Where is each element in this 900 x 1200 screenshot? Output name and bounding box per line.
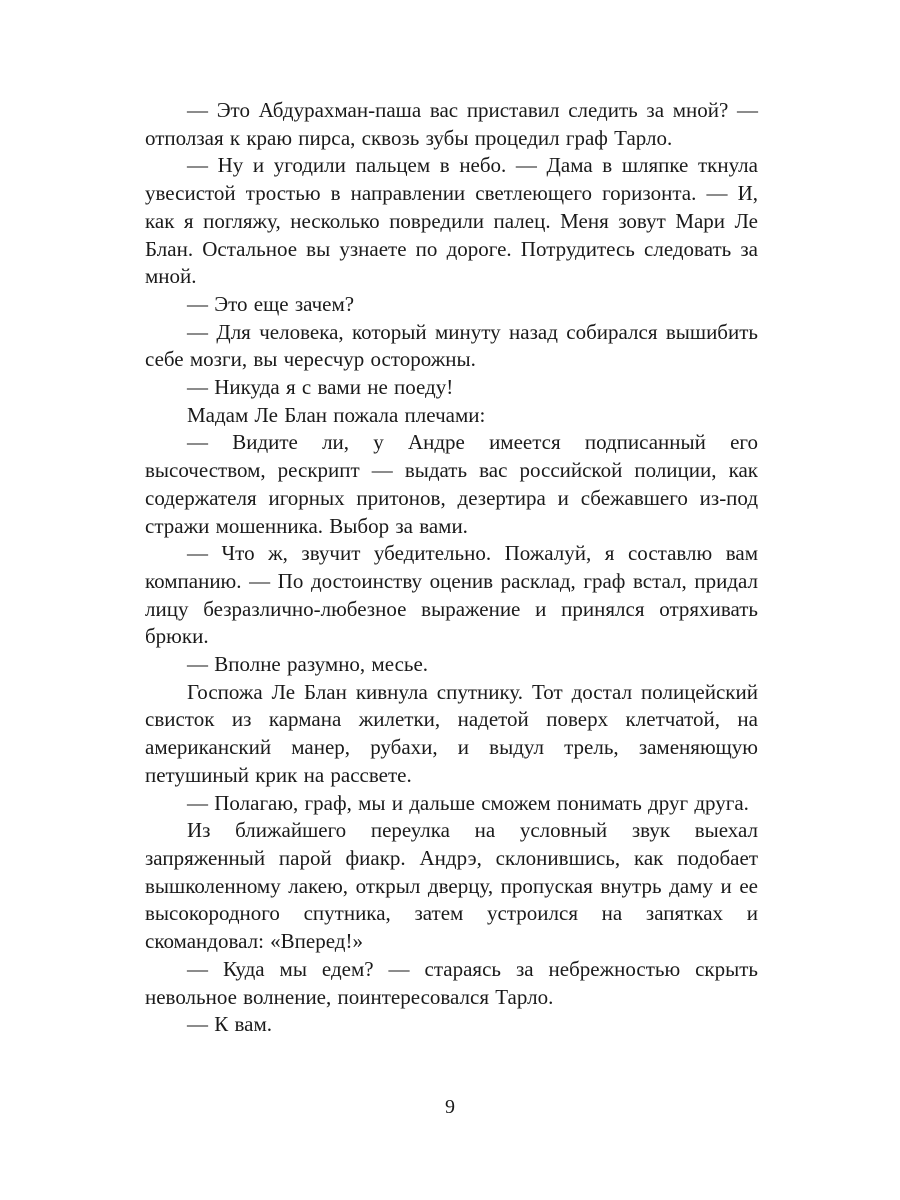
paragraph: — Никуда я с вами не поеду! [187,375,454,400]
paragraph: — Куда мы едем? — стараясь за небрежностью скрыть невольное волнение, поинтересовался Тарло. [145,956,758,1009]
paragraph: — К вам. [187,1012,273,1037]
paragraph: Госпожа Ле Блан кивнула спутнику. Тот достал полицейский свисток из кармана жилетки, надетой поверх клетчатой, на американский манер, рубахи, и выдул трель, заменяющую петушиный крик на рассвете. [145,679,758,787]
paragraph: — Это Абдурахман-паша вас приставил следить за мной? — отползая к краю пирса, сквозь зубы процедил граф Тарло. [145,98,758,150]
paragraph: — Это еще зачем? [187,291,355,316]
paragraph: — Ну и угодили пальцем в небо. — Дама в шляпке ткнула увесистой тростью в направлении светлеющего горизонта. — И, как я погляжу, несколько повредили палец. Меня зовут Мари Ле Блан. Остальное вы узнаете по дороге. Потрудитесь следовать за мной. [145,153,758,289]
paragraph: — Что ж, звучит убедительно. Пожалуй, я составлю вам компанию. — По достоинству оценив расклад, граф встал, придал лицу безразлично-любезное выражение и принялся отряхивать брюки. [145,541,758,649]
page-number: 9 [445,1096,455,1118]
paragraph: Мадам Ле Блан пожала плечами: [187,402,486,427]
text-block [145,97,758,1039]
paragraph: — Для человека, который минуту назад собирался вышибить себе мозги, вы чересчур осторожны. [145,319,758,372]
paragraph: — Полагаю, граф, мы и дальше сможем понимать друг друга. [187,790,749,815]
paragraph: Из ближайшего переулка на условный звук выехал запряженный парой фиакр. Андрэ, склонившись, как подобает вышколенному лакею, открыл дверцу, пропуская внутрь даму и ее высокородного спутника, затем устроился на запятках и скомандовал: «Вперед!» [145,818,758,954]
paragraph: — Видите ли, у Андре имеется подписанный его высочеством, рескрипт — выдать вас российской полиции, как содержателя игорных притонов, дезертира и сбежавшего из-под стражи мошенника. Выбор за вами. [145,430,758,538]
paragraph: — Вполне разумно, месье. [187,652,429,677]
